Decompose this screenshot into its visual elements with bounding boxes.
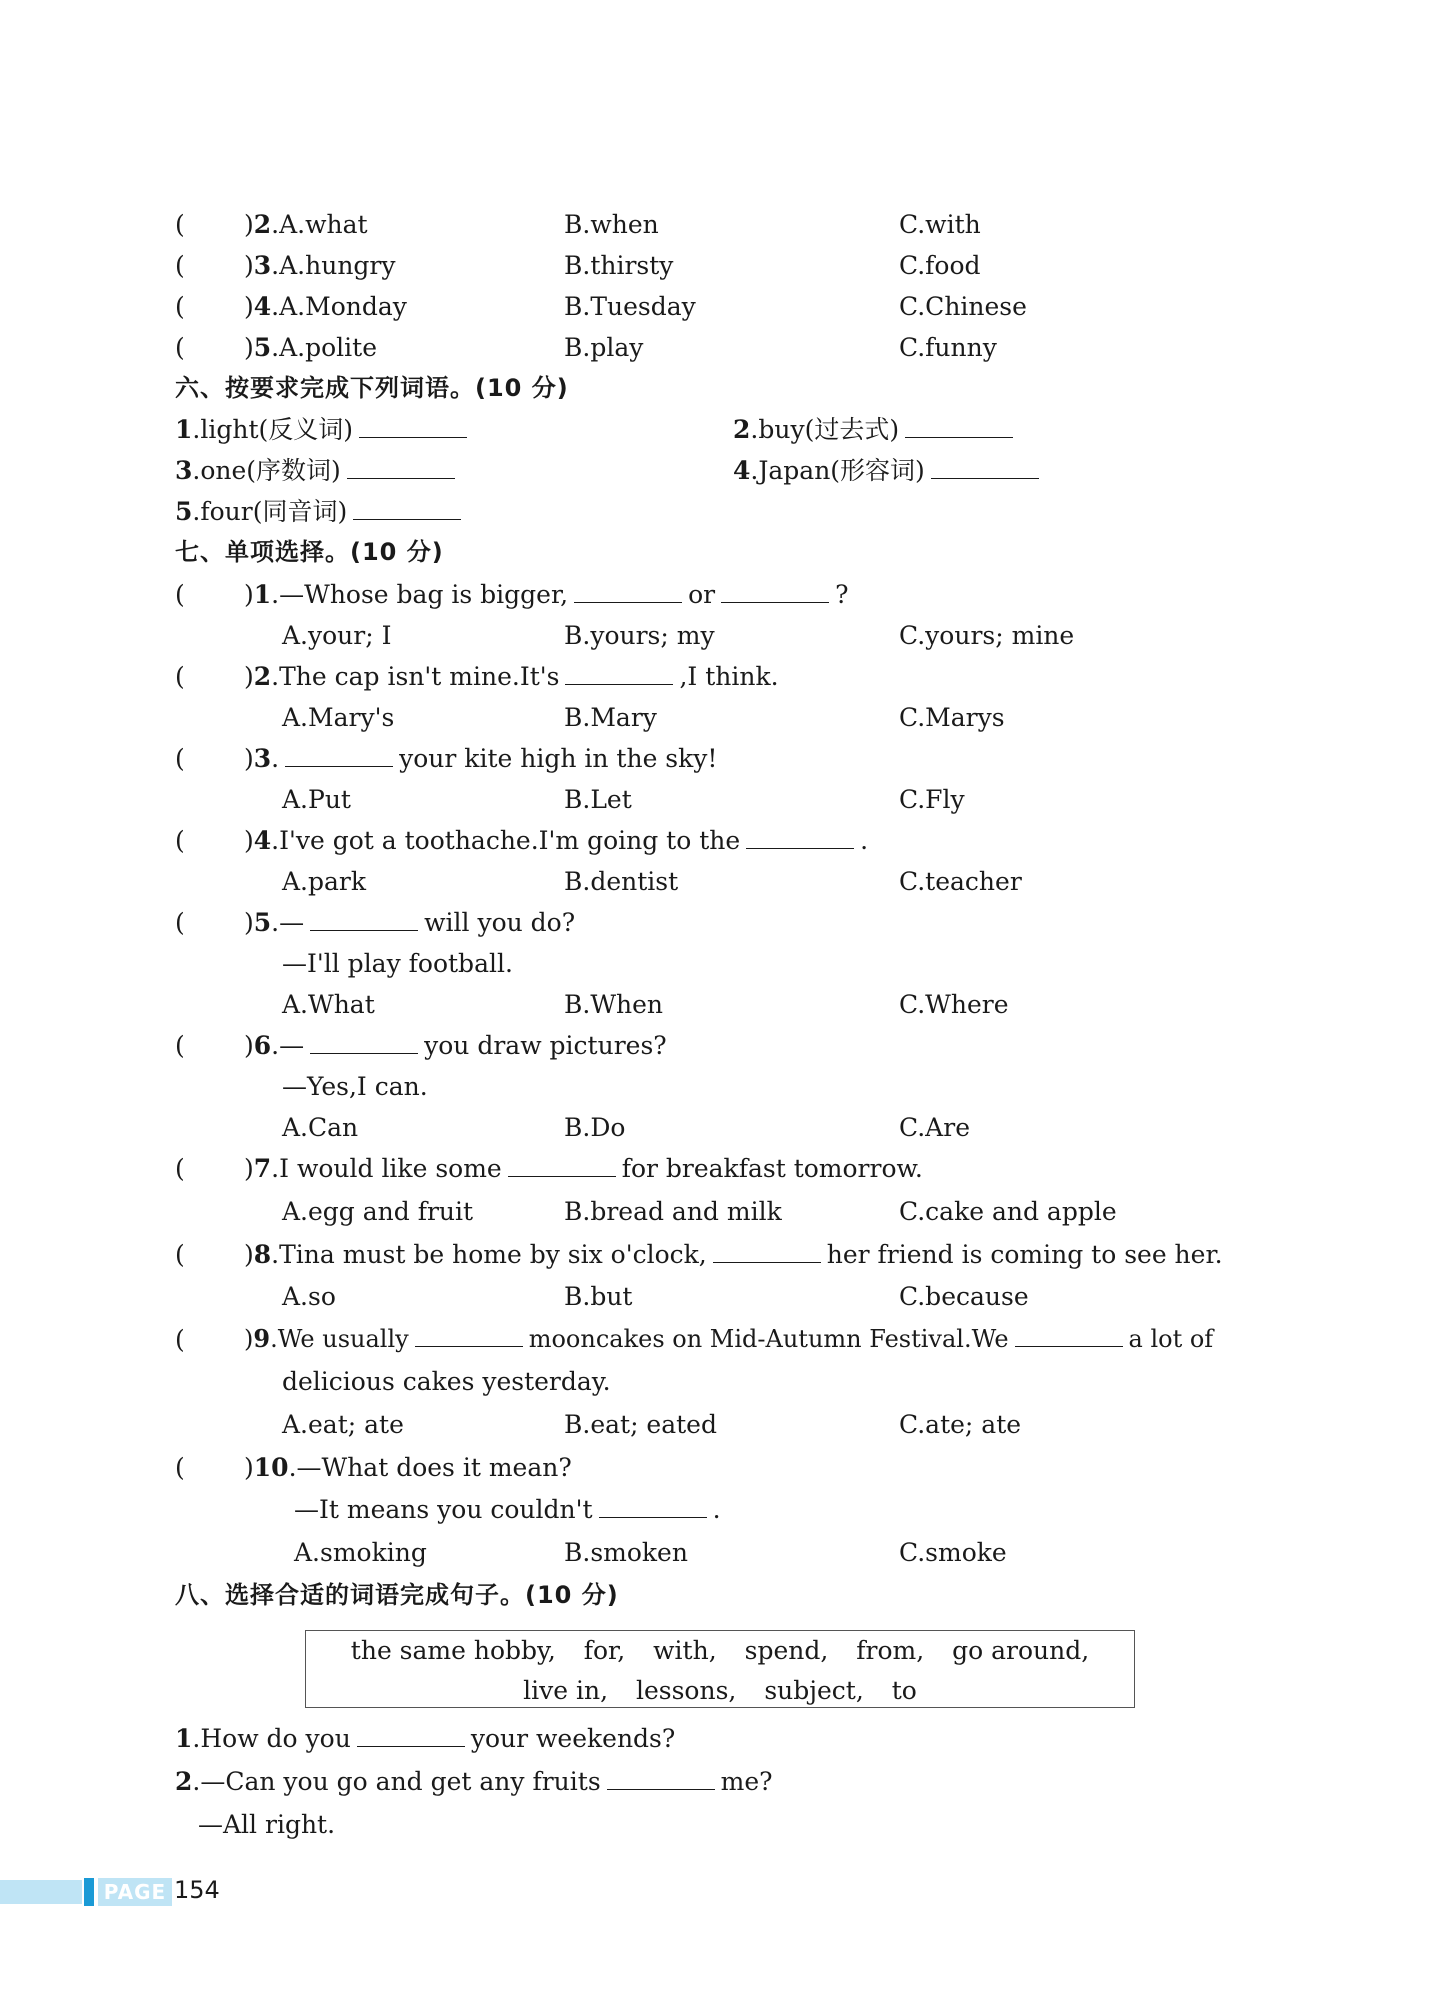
s7-q7: )7.I would like some for breakfast tomorrow. bbox=[244, 1154, 923, 1183]
option-c: C.food bbox=[899, 251, 981, 280]
s8-q2: 2.—Can you go and get any fruits me? bbox=[175, 1767, 773, 1796]
option-c: C.Marys bbox=[899, 703, 1005, 732]
option-b: B.when bbox=[564, 210, 659, 239]
option-b: B.but bbox=[564, 1282, 633, 1311]
option-b: B.Let bbox=[564, 785, 632, 814]
option-b: B.thirsty bbox=[564, 251, 674, 280]
footer-page-tag: PAGE bbox=[98, 1878, 172, 1906]
option-c: C.yours; mine bbox=[899, 621, 1075, 650]
answer-paren-open[interactable]: ( bbox=[175, 908, 185, 937]
answer-paren-open[interactable]: ( bbox=[175, 826, 185, 855]
answer-paren-open[interactable]: ( bbox=[175, 251, 185, 280]
option-b: B.When bbox=[564, 990, 664, 1019]
word-bank-line-2 bbox=[306, 1671, 1134, 1711]
answer-blank[interactable] bbox=[599, 1497, 707, 1518]
section8-heading: 八、选择合适的词语完成句子。(10 分) bbox=[175, 1581, 619, 1609]
s7-q10-reply: —It means you couldn't . bbox=[294, 1495, 721, 1524]
option-a: A.eat; ate bbox=[282, 1410, 404, 1439]
answer-blank[interactable] bbox=[508, 1156, 616, 1177]
word-bank-item: go around, bbox=[952, 1636, 1090, 1665]
option-a: A.smoking bbox=[294, 1538, 427, 1567]
option-c: C.because bbox=[899, 1282, 1029, 1311]
option-c: C.smoke bbox=[899, 1538, 1007, 1567]
s7-q6: )6.— you draw pictures? bbox=[244, 1031, 667, 1060]
answer-paren-open[interactable]: ( bbox=[175, 1453, 185, 1482]
section6-heading: 六、按要求完成下列词语。(10 分) bbox=[175, 374, 569, 402]
answer-paren-open[interactable]: ( bbox=[175, 744, 185, 773]
option-c: C.Are bbox=[899, 1113, 970, 1142]
option-b: B.eat; eated bbox=[564, 1410, 717, 1439]
s6-item-1: 1.light(反义词) bbox=[175, 415, 473, 445]
word-bank-item: to bbox=[891, 1676, 917, 1705]
word-bank-item: spend, bbox=[744, 1636, 829, 1665]
word-bank-line-1 bbox=[306, 1631, 1134, 1671]
s8-q2-reply: —All right. bbox=[198, 1810, 336, 1839]
s7-q8: )8.Tina must be home by six o'clock, her friend is coming to see her. bbox=[244, 1240, 1223, 1269]
s7-q10: )10.—What does it mean? bbox=[244, 1453, 572, 1482]
s7-q5-reply: —I'll play football. bbox=[282, 949, 513, 978]
answer-blank[interactable] bbox=[285, 746, 393, 767]
s6-item-5: 5.four(同音词) bbox=[175, 497, 467, 527]
word-bank-item: for, bbox=[583, 1636, 626, 1665]
option-a: A.egg and fruit bbox=[282, 1197, 474, 1226]
section7-heading: 七、单项选择。(10 分) bbox=[175, 538, 444, 566]
answer-blank[interactable] bbox=[746, 828, 854, 849]
answer-paren-open[interactable]: ( bbox=[175, 1325, 185, 1354]
option-a: A.so bbox=[282, 1282, 336, 1311]
option-b: B.dentist bbox=[564, 867, 679, 896]
s6-item-2: 2.buy(过去式) bbox=[733, 415, 1019, 445]
answer-blank[interactable] bbox=[359, 417, 467, 438]
answer-blank[interactable] bbox=[310, 1033, 418, 1054]
option-b: B.yours; my bbox=[564, 621, 715, 650]
option-a: A.your; I bbox=[282, 621, 392, 650]
answer-blank[interactable] bbox=[574, 582, 682, 603]
answer-blank[interactable] bbox=[357, 1726, 465, 1747]
option-c: C.Chinese bbox=[899, 292, 1027, 321]
s7-q1: )1.—Whose bag is bigger, or ? bbox=[244, 580, 849, 609]
option-c: C.Where bbox=[899, 990, 1009, 1019]
s7-q6-reply: —Yes,I can. bbox=[282, 1072, 428, 1101]
s8-q1: 1.How do you your weekends? bbox=[175, 1724, 676, 1753]
answer-blank[interactable] bbox=[347, 458, 455, 479]
option-c: C.teacher bbox=[899, 867, 1022, 896]
s7-q5: )5.— will you do? bbox=[244, 908, 576, 937]
footer-accent-mark bbox=[84, 1878, 94, 1906]
option-b: B.Do bbox=[564, 1113, 626, 1142]
page-number: 154 bbox=[174, 1876, 220, 1904]
answer-paren-open[interactable]: ( bbox=[175, 580, 185, 609]
s7-q4: )4.I've got a toothache.I'm going to the . bbox=[244, 826, 869, 855]
option-a: A.Put bbox=[282, 785, 351, 814]
answer-paren-open[interactable]: ( bbox=[175, 210, 185, 239]
option-b: B.Tuesday bbox=[564, 292, 696, 321]
s7-q3: )3. your kite high in the sky! bbox=[244, 744, 718, 773]
word-bank-item: the same hobby, bbox=[350, 1636, 556, 1665]
option-c: C.Fly bbox=[899, 785, 965, 814]
s7-q9-cont: delicious cakes yesterday. bbox=[282, 1367, 611, 1396]
answer-blank[interactable] bbox=[607, 1769, 715, 1790]
option-c: C.with bbox=[899, 210, 981, 239]
answer-paren-open[interactable]: ( bbox=[175, 1031, 185, 1060]
option-c: C.funny bbox=[899, 333, 997, 362]
option-b: B.play bbox=[564, 333, 644, 362]
s7-q9: )9.We usually mooncakes on Mid-Autumn Festival.We a lot of bbox=[244, 1324, 1214, 1353]
answer-paren-open[interactable]: ( bbox=[175, 662, 185, 691]
word-bank-item: lessons, bbox=[635, 1676, 737, 1705]
word-bank-item: subject, bbox=[764, 1676, 864, 1705]
option-c: C.ate; ate bbox=[899, 1410, 1022, 1439]
s6-item-3: 3.one(序数词) bbox=[175, 456, 461, 486]
s7-q2: )2.The cap isn't mine.It's ,I think. bbox=[244, 662, 779, 691]
answer-paren-open[interactable]: ( bbox=[175, 292, 185, 321]
answer-paren-open[interactable]: ( bbox=[175, 1154, 185, 1183]
option-b: B.bread and milk bbox=[564, 1197, 782, 1226]
answer-blank[interactable] bbox=[565, 664, 673, 685]
answer-blank[interactable] bbox=[931, 458, 1039, 479]
answer-blank[interactable] bbox=[1015, 1326, 1123, 1347]
option-a: A.What bbox=[282, 990, 375, 1019]
word-bank-item: with, bbox=[653, 1636, 717, 1665]
option-a: A.Mary's bbox=[282, 703, 395, 732]
word-bank-item: from, bbox=[856, 1636, 925, 1665]
word-bank-item: live in, bbox=[523, 1676, 609, 1705]
s6-item-4: 4.Japan(形容词) bbox=[733, 456, 1045, 486]
option-a: A.Can bbox=[282, 1113, 359, 1142]
answer-blank[interactable] bbox=[721, 582, 829, 603]
answer-blank[interactable] bbox=[415, 1326, 523, 1347]
word-bank-box bbox=[305, 1630, 1135, 1708]
option-b: B.smoken bbox=[564, 1538, 688, 1567]
option-c: C.cake and apple bbox=[899, 1197, 1117, 1226]
option-a: A.park bbox=[282, 867, 367, 896]
answer-blank[interactable] bbox=[713, 1242, 821, 1263]
answer-blank[interactable] bbox=[353, 499, 461, 520]
option-b: B.Mary bbox=[564, 703, 657, 732]
answer-blank[interactable] bbox=[905, 417, 1013, 438]
answer-paren-open[interactable]: ( bbox=[175, 333, 185, 362]
answer-paren-open[interactable]: ( bbox=[175, 1240, 185, 1269]
answer-blank[interactable] bbox=[310, 910, 418, 931]
footer-bar bbox=[0, 1880, 82, 1904]
